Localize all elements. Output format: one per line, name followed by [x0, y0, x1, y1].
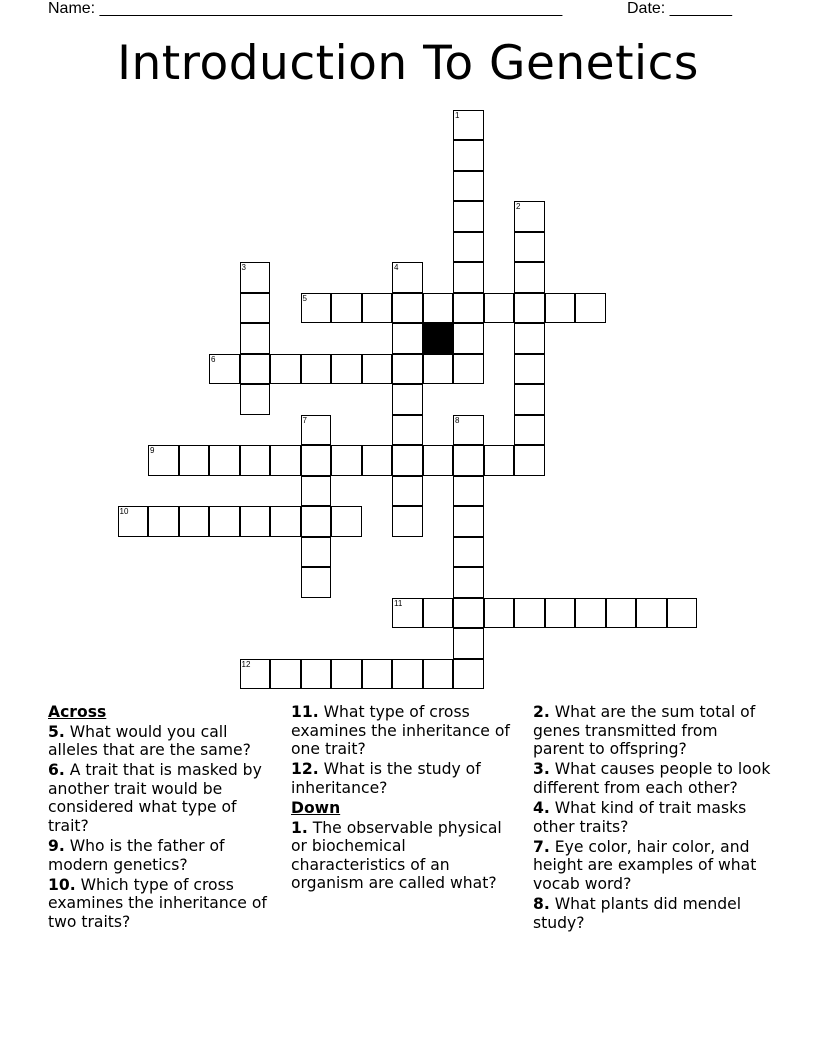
clue-number: 9.	[48, 837, 65, 856]
crossword-cell[interactable]	[514, 445, 545, 476]
crossword-cell[interactable]	[240, 445, 271, 476]
crossword-cell[interactable]	[270, 354, 301, 385]
crossword-cell[interactable]	[575, 598, 606, 629]
crossword-cell[interactable]	[240, 506, 271, 537]
crossword-cell[interactable]	[423, 598, 454, 629]
crossword-cell[interactable]	[301, 445, 332, 476]
crossword-cell[interactable]	[392, 506, 423, 537]
crossword-cell[interactable]	[453, 323, 484, 354]
clue-text: What would you call alleles that are the same?	[48, 722, 251, 760]
clue-number: 7.	[533, 837, 550, 856]
crossword-cell[interactable]	[514, 293, 545, 324]
crossword-cell[interactable]	[453, 445, 484, 476]
clue-number: 4.	[533, 798, 550, 817]
crossword-cell[interactable]	[270, 506, 301, 537]
crossword-cell[interactable]	[392, 659, 423, 690]
cell-number: 1	[455, 110, 460, 120]
clue-number: 10.	[48, 875, 76, 894]
clue-column-2	[291, 703, 521, 894]
crossword-cell[interactable]	[453, 659, 484, 690]
crossword-cell[interactable]	[301, 415, 332, 446]
crossword-cell[interactable]	[453, 232, 484, 263]
cell-number: 9	[150, 446, 155, 455]
crossword-cell[interactable]	[301, 476, 332, 507]
crossword-cell[interactable]	[392, 415, 423, 446]
crossword-cell[interactable]	[301, 293, 332, 324]
crossword-cell[interactable]	[453, 354, 484, 385]
crossword-cell[interactable]	[331, 506, 362, 537]
cell-number: 6	[211, 354, 216, 364]
crossword-cell[interactable]	[392, 476, 423, 507]
clue-number: 1.	[291, 818, 308, 837]
black-cell	[423, 323, 454, 354]
crossword-cell[interactable]	[453, 506, 484, 537]
cell-number: 3	[241, 263, 246, 272]
crossword-cell[interactable]	[240, 323, 271, 354]
cell-number: 2	[516, 202, 521, 211]
crossword-cell[interactable]	[514, 323, 545, 354]
crossword-cell[interactable]	[484, 293, 515, 324]
crossword-cell[interactable]	[362, 293, 393, 324]
crossword-cell[interactable]	[301, 537, 332, 568]
clue-text: A trait that is masked by another trait would be considered what type of trait?	[48, 761, 262, 836]
cell-number: 10	[119, 507, 129, 516]
crossword-cell[interactable]	[453, 476, 484, 507]
crossword-cell[interactable]	[301, 659, 332, 690]
crossword-cell[interactable]	[453, 110, 484, 141]
cell-number: 7	[302, 415, 307, 425]
crossword-cell[interactable]	[392, 262, 423, 293]
crossword-cell[interactable]	[148, 506, 179, 537]
crossword-cell[interactable]	[362, 659, 393, 690]
crossword-cell[interactable]	[148, 445, 179, 476]
crossword-cell[interactable]	[453, 262, 484, 293]
crossword-cell[interactable]	[575, 293, 606, 324]
clue-text: What plants did mendel study?	[533, 894, 742, 932]
clue-text: What causes people to look different from each other?	[533, 760, 771, 797]
crossword-cell[interactable]	[301, 506, 332, 537]
clue-item	[291, 703, 521, 759]
clue-text: What is the study of inheritance?	[291, 760, 481, 797]
crossword-cell[interactable]	[270, 445, 301, 476]
crossword-cell[interactable]	[270, 659, 301, 690]
crossword-cell[interactable]	[514, 384, 545, 415]
clue-text: What are the sum total of genes transmitted from parent to offspring?	[533, 703, 756, 759]
crossword-cell[interactable]	[118, 506, 149, 537]
crossword-cell[interactable]	[301, 567, 332, 598]
crossword-cell[interactable]	[240, 293, 271, 324]
clue-item	[48, 761, 278, 835]
crossword-cell[interactable]	[423, 354, 454, 385]
crossword-cell[interactable]	[514, 262, 545, 293]
crossword-cell[interactable]	[392, 384, 423, 415]
crossword-cell[interactable]	[331, 354, 362, 385]
crossword-cell[interactable]	[453, 628, 484, 659]
crossword-cell[interactable]	[362, 354, 393, 385]
crossword-cell[interactable]	[636, 598, 667, 629]
crossword-cell[interactable]	[484, 445, 515, 476]
clue-column-1	[48, 703, 278, 933]
name-field[interactable]: Name: ____________________________________________________	[48, 0, 563, 17]
crossword-cell[interactable]	[423, 445, 454, 476]
cell-number: 8	[455, 415, 460, 425]
crossword-cell[interactable]	[545, 598, 576, 629]
crossword-cell[interactable]	[667, 598, 698, 629]
crossword-cell[interactable]	[453, 140, 484, 171]
clue-number: 11.	[291, 703, 319, 721]
crossword-cell[interactable]	[301, 354, 332, 385]
across-heading: Across	[48, 703, 107, 721]
cell-number: 5	[302, 293, 307, 303]
clue-item	[533, 799, 773, 836]
crossword-cell[interactable]	[331, 293, 362, 324]
crossword-cell[interactable]	[209, 445, 240, 476]
cell-number: 12	[241, 659, 251, 669]
clue-number: 3.	[533, 760, 550, 779]
page-title: Introduction To Genetics	[117, 36, 699, 91]
date-field[interactable]: Date: _______	[627, 0, 732, 17]
clue-item	[291, 819, 521, 893]
crossword-cell[interactable]	[514, 201, 545, 232]
crossword-cell[interactable]	[392, 445, 423, 476]
crossword-cell[interactable]	[179, 506, 210, 537]
crossword-cell[interactable]	[209, 354, 240, 385]
crossword-cell[interactable]	[453, 537, 484, 568]
crossword-cell[interactable]	[514, 598, 545, 629]
crossword-cell[interactable]	[514, 232, 545, 263]
clue-column-3	[533, 703, 773, 934]
crossword-cell[interactable]	[331, 659, 362, 690]
crossword-cell[interactable]	[240, 354, 271, 385]
crossword-cell[interactable]	[423, 293, 454, 324]
crossword-cell[interactable]	[453, 598, 484, 629]
crossword-cell[interactable]	[514, 354, 545, 385]
crossword-cell[interactable]	[545, 293, 576, 324]
clue-number: 8.	[533, 894, 550, 913]
clue-number: 12.	[291, 760, 319, 779]
crossword-cell[interactable]	[453, 567, 484, 598]
crossword-cell[interactable]	[392, 354, 423, 385]
crossword-cell[interactable]	[240, 384, 271, 415]
crossword-cell[interactable]	[362, 445, 393, 476]
down-heading: Down	[291, 798, 341, 817]
clue-item	[533, 703, 773, 759]
clue-text: Eye color, hair color, and height are examples of what vocab word?	[533, 837, 757, 893]
crossword-cell[interactable]	[606, 598, 637, 629]
cell-number: 4	[394, 263, 399, 272]
clue-item	[533, 838, 773, 894]
clue-item	[48, 723, 278, 760]
crossword-cell[interactable]	[392, 293, 423, 324]
clue-text: Which type of cross examines the inheritance of two traits?	[48, 875, 267, 932]
clue-number: 5.	[48, 722, 65, 741]
crossword-cell[interactable]	[453, 171, 484, 202]
clue-number: 6.	[48, 761, 65, 780]
header	[0, 0, 816, 22]
cell-number: 11	[394, 598, 403, 608]
crossword-cell[interactable]	[392, 323, 423, 354]
crossword-cell[interactable]	[453, 415, 484, 446]
clue-number: 2.	[533, 703, 550, 721]
clue-text: What type of cross examines the inheritance of one trait?	[291, 703, 510, 759]
clue-item	[533, 895, 773, 932]
clue-item	[533, 760, 773, 797]
clue-text: The observable physical or biochemical characteristics of an organism are called what?	[291, 818, 502, 893]
crossword-cell[interactable]	[453, 293, 484, 324]
clue-text: Who is the father of modern genetics?	[48, 837, 225, 874]
crossword-cell[interactable]	[209, 506, 240, 537]
crossword-cell[interactable]	[484, 598, 515, 629]
clue-text: What kind of trait masks other traits?	[533, 798, 747, 836]
crossword-cell[interactable]	[240, 262, 271, 293]
crossword-cell[interactable]	[514, 415, 545, 446]
crossword-cell[interactable]	[453, 201, 484, 232]
clue-item	[48, 837, 278, 874]
crossword-cell[interactable]	[179, 445, 210, 476]
crossword-cell[interactable]	[240, 659, 271, 690]
clue-item	[291, 760, 521, 797]
crossword-cell[interactable]	[423, 659, 454, 690]
crossword-cell[interactable]	[392, 598, 423, 629]
crossword-cell[interactable]	[331, 445, 362, 476]
clue-item	[48, 876, 278, 932]
